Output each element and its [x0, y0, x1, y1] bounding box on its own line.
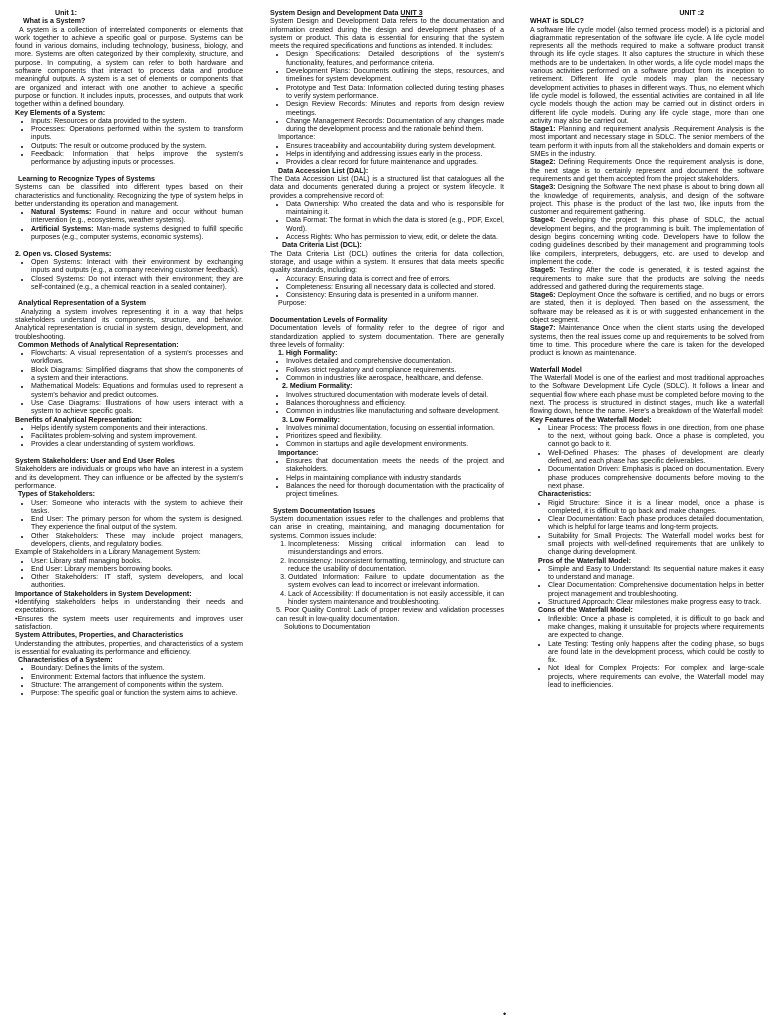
unit-3-title: System Design and Development Data UNIT 3 [270, 10, 423, 17]
list-item: • Balances thoroughness and efficiency. [286, 400, 504, 408]
methods-list [15, 350, 243, 416]
purpose-heading: Purpose: [278, 300, 307, 308]
list-item: • Natural Systems: Found in nature and occur without human intervention (e.g., ecosystems, weather systems). [31, 209, 243, 226]
list-item: 4. Lack of Accessibility: If documentation is not easily accessible, it can hinder system maintenance and troubleshooting. [288, 591, 504, 608]
design-data-list [270, 51, 504, 134]
key-elements-list [15, 118, 243, 168]
doc-issues-list [270, 541, 504, 607]
stage-3: Stage3: Designing the Software The next phase is about to bring down all the knowledge of requirements, analysis, and design of the software project. This phase is the product of the last two, like inputs from the customer and requirement gathering. [530, 184, 764, 217]
list-item: • Data Ownership: Who created the data and who is responsible for maintaining it. [286, 201, 504, 218]
doc-issue-5: 5. Poor Quality Control: Lack of proper review and validation processes can result in low-quality documentation. [276, 607, 504, 623]
column-unit-3 [270, 10, 504, 632]
types-of-systems-text: Systems can be classified into different types based on their characteristics and functionality. Recognizing the type of system helps in better understanding its operation and management. [15, 184, 243, 208]
list-item: • Change Management Records: Documentation of any changes made during the development process and the rationale behind them. [286, 118, 504, 135]
list-item: • Consistency: Ensuring data is presented in a uniform manner. [286, 292, 504, 300]
what-is-sdlc-heading: WHAT is SDLC? [530, 18, 584, 26]
list-item: • Boundary: Defines the limits of the system. [31, 665, 243, 673]
list-item: • Not Ideal for Complex Projects: For complex and large-scale projects, where requirements can evolve, the Waterfall model may lead to inefficiencies. [548, 665, 764, 690]
importance-list-2 [270, 458, 504, 499]
dal-list [270, 201, 504, 242]
list-item: • Follows strict regulatory and compliance requirements. [286, 367, 504, 375]
list-item: • End User: Library members borrowing books. [31, 566, 243, 574]
system-definition: A system is a collection of interrelated components or elements that work together to achieve a specific goal or purpose. Systems can be found in various domains, including technology, business, biology, and more. Systems are often categorized by their complexity, structure, and purpose. In computing, a system can refer to both hardware and software components that interact to process data and produce meaningful outputs. A system is a set of elements or components that are organized and interact with one another to achieve a specific purpose or function. It includes inputs, processes, and outputs that work together within a defined boundary. [15, 26, 243, 109]
list-item: • Block Diagrams: Simplified diagrams that show the components of a system and their interactions. [31, 367, 243, 384]
waterfall-features-heading: Key Features of the Waterfall Model: [530, 416, 652, 424]
stakeholders-text: Stakeholders are individuals or groups who have an interest in a system and its development. They can influence or be affected by the system's performance. [15, 466, 243, 490]
list-item: • Accuracy: Ensuring data is correct and free of errors. [286, 276, 504, 284]
characteristics-list [15, 665, 243, 698]
list-item: • Purpose: The specific goal or function the system aims to achieve. [31, 690, 243, 698]
list-item: • Rigid Structure: Since it is a linear model, once a phase is completed, it is difficult to go back and make changes. [548, 500, 764, 517]
stage-5: Stage5: Testing After the code is generated, it is tested against the requirements to make sure that the products are solving the needs addressed and gathered during the requirements stage. [530, 267, 764, 291]
list-item: • Artificial Systems: Man-made systems designed to fulfill specific purposes (e.g., computer systems, economic systems). [31, 226, 243, 243]
list-item: • Flowcharts: A visual representation of a system's processes and workflows. [31, 350, 243, 367]
stakeholders-heading: System Stakeholders: User and End User Roles [15, 458, 175, 466]
list-item: • Environment: External factors that influence the system. [31, 674, 243, 682]
benefits-list [15, 425, 243, 450]
unit-2-heading: UNIT :2 [679, 10, 704, 17]
list-item: • Well-Defined Phases: The phases of development are clearly defined, and each phase has specific deliverables. [548, 450, 764, 467]
list-item: • Prioritizes speed and flexibility. [286, 433, 504, 441]
list-item: • Suitability for Small Projects: The Waterfall model works best for small projects with well-defined requirements that are unlikely to change during development. [548, 533, 764, 558]
list-item: • Provides a clear understanding of system workflows. [31, 441, 243, 449]
waterfall-heading: Waterfall Model [530, 366, 582, 374]
list-item: • Documentation Driven: Emphasis is placed on documentation. Every phase produces comprehensive documents before moving to the next phase. [548, 466, 764, 491]
list-item: • Helps in maintaining compliance with industry standards [286, 475, 504, 483]
methods-heading: Common Methods of Analytical Representation: [18, 341, 179, 349]
dcl-list [270, 276, 504, 301]
open-closed-list [15, 259, 243, 292]
waterfall-characteristics-heading: Characteristics: [538, 491, 592, 499]
list-item: • Ensures that documentation meets the needs of the project and stakeholders. [286, 458, 504, 475]
dal-heading: Data Accession List (DAL): [278, 167, 369, 175]
waterfall-features-list [530, 425, 764, 491]
list-item: • Closed Systems: Do not interact with their environment; they are self-contained (e.g., a chemical reaction in a sealed container). [31, 276, 243, 293]
waterfall-text: The Waterfall Model is one of the earliest and most traditional approaches to the Software Development Life Cycle (SDLC). It follows a linear and sequential flow where each phase must be completed before moving to the next. The process is structured in distinct stages, much like a waterfall flowing down, hence the name. Here's a breakdown of the Waterfall model: [530, 375, 764, 416]
list-item: • Linear Process: The process flows in one direction, from one phase to the next, without going back. Once a phase is completed, you cannot go back to it. [548, 425, 764, 450]
list-item: • Provides a clear record for future maintenance and upgrades. [286, 159, 504, 167]
importance-item: •Ensures the system meets user requirements and improves user satisfaction. [15, 615, 243, 631]
list-item: 1. Incompleteness: Missing critical information can lead to misunderstandings and errors. [288, 541, 504, 558]
high-formality-list [270, 358, 504, 383]
medium-formality-heading: 2. Medium Formality: [282, 383, 353, 391]
high-formality-heading: 1. High Formality: [278, 350, 338, 358]
doc-formality-heading: Documentation Levels of Formality [270, 316, 388, 324]
list-item: • Helps identify system components and their interactions. [31, 425, 243, 433]
list-item: • Balances the need for thorough documentation with the practicality of project timelines. [286, 483, 504, 500]
list-item: • Structure: The arrangement of components within the system. [31, 682, 243, 690]
what-is-system-heading: What is a System? [23, 18, 86, 26]
open-closed-heading: 2. Open vs. Closed Systems: [15, 250, 112, 258]
list-item: • Clear Documentation: Each phase produces detailed documentation, which is helpful for large teams and long-term projects. [548, 516, 764, 533]
waterfall-characteristics-list [530, 500, 764, 558]
key-elements-heading: Key Elements of a System: [15, 109, 106, 117]
attributes-text: Understanding the attributes, properties, and characteristics of a system is essential for evaluating its performance and efficiency. [15, 640, 243, 656]
list-item: • User: Library staff managing books. [31, 558, 243, 566]
list-item: • Late Testing: Testing only happens after the coding phase, so bugs are found late in the development process, which could be costly to fix. [548, 641, 764, 666]
list-item: • Structured Approach: Clear milestones make progress easy to track. [548, 599, 764, 607]
list-item: • Design Specifications: Detailed descriptions of the system's functionality, features, and performance criteria. [286, 51, 504, 68]
list-item: • Design Review Records: Minutes and reports from design review meetings. [286, 101, 504, 118]
attributes-heading: System Attributes, Properties, and Characteristics [15, 632, 184, 640]
dcl-text: The Data Criteria List (DCL) outlines the criteria for data collection, storage, and usage within a system. It ensures that data meets specific quality standards, including: [270, 250, 504, 275]
list-item: • Helps in identifying and addressing issues early in the process. [286, 151, 504, 159]
library-example-heading: Example of Stakeholders in a Library Management System: [15, 549, 201, 557]
list-item: • Clear Documentation: Comprehensive documentation helps in better project management and troubleshooting. [548, 582, 764, 599]
medium-formality-list [270, 392, 504, 417]
importance-stakeholders-heading: Importance of Stakeholders in System Development: [15, 590, 192, 598]
list-item: • Use Case Diagrams: Illustrations of how users interact with a system to achieve specific goals. [31, 400, 243, 417]
waterfall-cons-heading: Cons of the Waterfall Model: [538, 607, 633, 615]
stage-2: Stage2: Defining Requirements Once the requirement analysis is done, the next stage is to certainly represent and document the software requirements and get them accepted from the project stakeholders. [530, 159, 764, 183]
list-item: • End User: The primary person for whom the system is designed. They experience the final output of the system. [31, 516, 243, 533]
importance-heading-2: Importance: [278, 449, 319, 457]
list-item: • Inflexible: Once a phase is completed, it is difficult to go back and make changes, making it unsuitable for projects where requirements are expected to change. [548, 616, 764, 641]
list-item: 3. Outdated Information: Failure to update documentation as the system evolves can lead to incorrect or irrelevant information. [288, 574, 504, 591]
stage-7: Stage7: Maintenance Once when the client starts using the developed systems, then the real issues come up and requirements to be solved from time to time. This procedure where the care is taken for the developed product is known as maintenance. [530, 325, 764, 358]
analytical-heading: Analytical Representation of a System [18, 300, 147, 308]
doc-issues-heading: System Documentation Issues [273, 507, 376, 515]
list-item: • Development Plans: Documents outlining the steps, resources, and timelines for system development. [286, 68, 504, 85]
low-formality-heading: 3. Low Formality: [282, 416, 340, 424]
importance-heading: Importance: [278, 134, 316, 142]
page-dot: • [503, 1009, 507, 1019]
list-item: • Feedback: Information that helps improve the system's performance by adjusting inputs or processes. [31, 151, 243, 168]
types-of-systems-heading: Learning to Recognize Types of Systems [18, 175, 155, 183]
list-item: • Access Rights: Who has permission to view, edit, or delete the data. [286, 234, 504, 242]
list-item: • Facilitates problem-solving and system improvement. [31, 433, 243, 441]
list-item: • User: Someone who interacts with the system to achieve their tasks. [31, 500, 243, 517]
list-item: • Other Stakeholders: These may include project managers, developers, clients, and regulatory bodies. [31, 533, 243, 550]
sdlc-text: A software life cycle model (also termed process model) is a pictorial and diagrammatic representation of the software life cycle. A life cycle model represents all the methods required to make a software product transit through its life cycle stages. It also captures the structure in which these methods are to be undertaken. In other words, a life cycle model maps the various activities performed on a software product from its inception to retirement. Different life cycle models may plan the necessary development activities to phases in different ways. Thus, no element which life cycle model is followed, the essential activities are contained in all life cycle models though the action may be carried out in distinct orders in different life cycle models. During any life cycle stage, more than one activity may also be carried out. [530, 26, 764, 125]
unit-1-heading: Unit 1: [55, 10, 77, 17]
list-item: 2. Inconsistency: Inconsistent formatting, terminology, and structure can reduce the usability of documentation. [288, 558, 504, 575]
analytical-text: Analyzing a system involves representing it in a way that helps stakeholders understand its components, structure, and behavior. Analytical representation is crucial in system design, development, and troubleshooting. [15, 308, 243, 341]
doc-issues-text: System documentation issues refer to the challenges and problems that can arise in creating, maintaining, and managing documentation for systems. Common issues include: [270, 516, 504, 540]
stakeholder-types-list [15, 500, 243, 550]
list-item: • Prototype and Test Data: Information collected during testing phases to verify system performance. [286, 85, 504, 102]
solutions-heading: Solutions to Documentation [284, 623, 371, 631]
list-item: • Outputs: The result or outcome produced by the system. [31, 143, 243, 151]
importance-list [270, 143, 504, 168]
characteristics-heading: Characteristics of a System: [18, 657, 113, 665]
list-item: • Processes: Operations performed within the system to transform inputs. [31, 126, 243, 143]
column-unit-2 [530, 10, 764, 690]
waterfall-pros-heading: Pros of the Waterfall Model: [538, 557, 631, 565]
list-item: • Common in industries like aerospace, healthcare, and defense. [286, 375, 504, 383]
natural-artificial-list [15, 209, 243, 242]
list-item: • Involves minimal documentation, focusing on essential information. [286, 425, 504, 433]
benefits-heading: Benefits of Analytical Representation: [15, 416, 142, 424]
stage-6: Stage6: Deployment Once the software is certified, and no bugs or errors are stated, then it is deployed. Then based on the assessment, the software may be released as it is or with suggested enhancement in the object segment. [530, 292, 764, 324]
dal-text: The Data Accession List (DAL) is a structured list that catalogues all the data and documents generated during a project or system lifecycle. It provides a comprehensive record of: [270, 175, 504, 200]
list-item: • Data Format: The format in which the data is stored (e.g., PDF, Excel, Word). [286, 217, 504, 234]
types-of-stakeholders-heading: Types of Stakeholders: [18, 491, 96, 499]
list-item: • Ensures traceability and accountability during system development. [286, 143, 504, 151]
dcl-heading: Data Criteria List (DCL): [282, 242, 362, 250]
list-item: • Involves detailed and comprehensive documentation. [286, 358, 504, 366]
waterfall-cons-list [530, 616, 764, 691]
list-item: • Open Systems: Interact with their environment by exchanging inputs and outputs (e.g., a company receiving customer feedback). [31, 259, 243, 276]
list-item: • Common in industries like manufacturing and software development. [286, 408, 504, 416]
column-unit-1 [15, 10, 243, 699]
list-item: • Inputs: Resources or data provided to the system. [31, 118, 243, 126]
list-item: • Simple and Easy to Understand: Its sequential nature makes it easy to understand and manage. [548, 566, 764, 583]
list-item: • Mathematical Models: Equations and formulas used to represent a system's behavior and predict outcomes. [31, 383, 243, 400]
doc-formality-text: Documentation levels of formality refer to the degree of rigor and standardization applied to system documentation. There are generally three levels of formality: [270, 325, 504, 349]
list-item: • Involves structured documentation with moderate levels of detail. [286, 392, 504, 400]
list-item: • Common in startups and agile development environments. [286, 441, 504, 449]
low-formality-list [270, 425, 504, 450]
stage-1: Stage1: Planning and requirement analysis .Requirement Analysis is the most important and necessary stage in SDLC. The senior members of the team perform it with inputs from all the stakeholders and domain experts or SMEs in the industry. [530, 126, 764, 159]
list-item: • Other Stakeholders: IT staff, system developers, and local authorities. [31, 574, 243, 591]
importance-item: •Identifying stakeholders helps in understanding their needs and expectations. [15, 599, 243, 615]
library-example-list [15, 558, 243, 591]
list-item: • Completeness: Ensuring all necessary data is collected and stored. [286, 284, 504, 292]
stage-4: Stage4: Developing the project In this phase of SDLC, the actual development begins, and the programming is built. The implementation of design begins concerning writing code. Developers have to follow the coding guidelines described by their management and programming tools like compilers, interpreters, debuggers, etc. are used to develop and implement the code. [530, 217, 764, 266]
design-data-text: System Design and Development Data refers to the documentation and information created during the design and development phases of a system or product. This data is essential for ensuring that the system meets the required specifications and functions as intended. It includes: [270, 18, 504, 51]
waterfall-pros-list [530, 566, 764, 607]
